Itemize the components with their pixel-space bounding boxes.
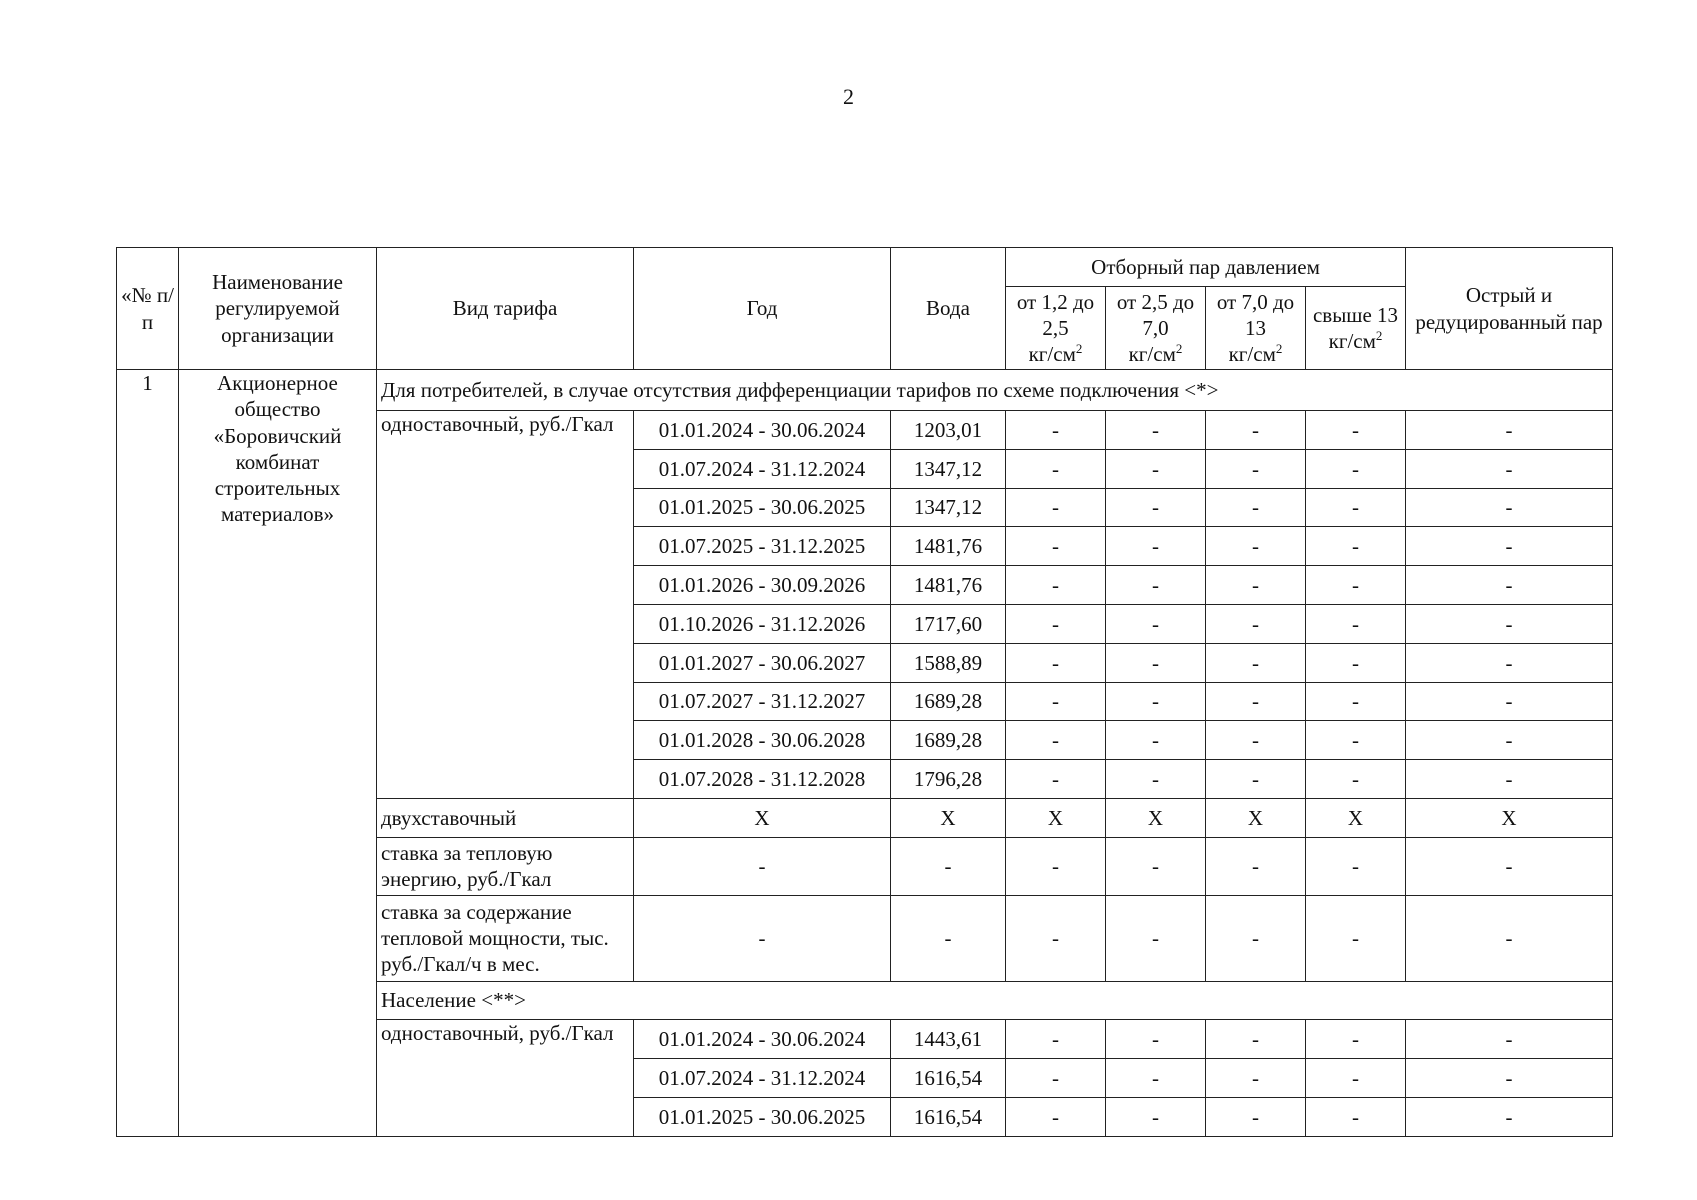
- period-cell: 01.01.2025 - 30.06.2025: [634, 488, 891, 527]
- period-cell: 01.01.2024 - 30.06.2024: [634, 1020, 891, 1059]
- pressure-range-2: от 2,5 до 7,0: [1116, 289, 1195, 340]
- dash-cell: -: [1006, 682, 1106, 721]
- x-cell: Х: [1406, 799, 1613, 838]
- dash-cell: -: [1106, 760, 1206, 799]
- dash-cell: -: [1106, 488, 1206, 527]
- dash-cell: -: [1106, 1059, 1206, 1098]
- dash-cell: -: [1106, 1098, 1206, 1137]
- period-cell: 01.07.2024 - 31.12.2024: [634, 449, 891, 488]
- water-value: 1347,12: [891, 449, 1006, 488]
- dash-cell: -: [1306, 895, 1406, 981]
- water-value: 1616,54: [891, 1098, 1006, 1137]
- dash-cell: -: [1206, 410, 1306, 449]
- dash-cell: -: [1006, 643, 1106, 682]
- header-pressure-2: [1106, 287, 1206, 370]
- unit-sup: 2: [1375, 328, 1383, 343]
- dash-cell: -: [1206, 488, 1306, 527]
- water-value: 1443,61: [891, 1020, 1006, 1059]
- water-value: 1347,12: [891, 488, 1006, 527]
- dash-cell: -: [1406, 449, 1613, 488]
- dash-cell: -: [1206, 837, 1306, 895]
- header-sharp-steam: Острый и редуцированный пар: [1406, 248, 1613, 370]
- dash-cell: -: [1106, 1020, 1206, 1059]
- dash-cell: -: [1206, 527, 1306, 566]
- x-cell: Х: [1206, 799, 1306, 838]
- organization-name: Акционерное общество «Боровичский комбинат строительных материалов»: [179, 370, 377, 1137]
- dash-cell: -: [634, 895, 891, 981]
- dash-cell: -: [1306, 449, 1406, 488]
- header-pressure-1: [1006, 287, 1106, 370]
- pressure-unit: [1229, 342, 1283, 366]
- dash-cell: -: [1106, 566, 1206, 605]
- section-consumers: Для потребителей, в случае отсутствия дифференциации тарифов по схеме подключения <*>: [377, 370, 1613, 411]
- dash-cell: -: [1206, 760, 1306, 799]
- dash-cell: -: [1306, 721, 1406, 760]
- dash-cell: -: [1106, 721, 1206, 760]
- dash-cell: -: [1306, 488, 1406, 527]
- dash-cell: -: [1306, 760, 1406, 799]
- period-cell: 01.07.2025 - 31.12.2025: [634, 527, 891, 566]
- pressure-unit: [1329, 329, 1383, 353]
- dash-cell: -: [1206, 643, 1306, 682]
- dash-cell: -: [1006, 527, 1106, 566]
- dash-cell: -: [1306, 837, 1406, 895]
- pressure-range-4: свыше 13: [1312, 302, 1399, 327]
- dash-cell: -: [1006, 488, 1106, 527]
- dash-cell: -: [1406, 605, 1613, 644]
- water-value: 1203,01: [891, 410, 1006, 449]
- dash-cell: -: [891, 837, 1006, 895]
- dash-cell: -: [1306, 1059, 1406, 1098]
- row-number: 1: [117, 370, 179, 1137]
- water-value: 1616,54: [891, 1059, 1006, 1098]
- dash-cell: -: [1006, 1020, 1106, 1059]
- dash-cell: -: [1306, 1098, 1406, 1137]
- period-cell: 01.01.2024 - 30.06.2024: [634, 410, 891, 449]
- pressure-range-3: от 7,0 до 13: [1216, 289, 1295, 340]
- unit-text: кг/см: [1028, 342, 1076, 367]
- x-cell: Х: [891, 799, 1006, 838]
- header-org: Наименование регулируемой организации: [179, 248, 377, 370]
- dash-cell: -: [1106, 682, 1206, 721]
- period-cell: 01.10.2026 - 31.12.2026: [634, 605, 891, 644]
- water-value: 1588,89: [891, 643, 1006, 682]
- dash-cell: -: [1406, 488, 1613, 527]
- dash-cell: -: [1306, 566, 1406, 605]
- tariff-type-label: ставка за содержание тепловой мощности, тыс. руб./Гкал/ч в мес.: [377, 895, 634, 981]
- dash-cell: -: [1406, 682, 1613, 721]
- x-cell: Х: [1106, 799, 1206, 838]
- dash-cell: -: [1006, 895, 1106, 981]
- dash-cell: -: [1306, 410, 1406, 449]
- unit-sup: 2: [1275, 341, 1283, 357]
- tariff-type-label: двухставочный: [377, 799, 634, 838]
- dash-cell: -: [634, 837, 891, 895]
- dash-cell: -: [1406, 1098, 1613, 1137]
- dash-cell: -: [1006, 1059, 1106, 1098]
- dash-cell: -: [1006, 566, 1106, 605]
- dash-cell: -: [1206, 1059, 1306, 1098]
- tariff-table: [116, 247, 1613, 1137]
- header-num: «№ п/п: [117, 248, 179, 370]
- dash-cell: -: [1006, 605, 1106, 644]
- dash-cell: -: [1106, 895, 1206, 981]
- dash-cell: -: [1406, 837, 1613, 895]
- header-pressure-4: [1306, 287, 1406, 370]
- dash-cell: -: [1206, 449, 1306, 488]
- dash-cell: -: [1306, 527, 1406, 566]
- dash-cell: -: [1106, 449, 1206, 488]
- period-cell: 01.01.2028 - 30.06.2028: [634, 721, 891, 760]
- period-cell: 01.01.2026 - 30.09.2026: [634, 566, 891, 605]
- dash-cell: -: [1406, 410, 1613, 449]
- dash-cell: -: [1106, 605, 1206, 644]
- tariff-type-label: ставка за тепловую энергию, руб./Гкал: [377, 837, 634, 895]
- dash-cell: -: [1406, 895, 1613, 981]
- dash-cell: -: [1206, 566, 1306, 605]
- dash-cell: -: [1306, 605, 1406, 644]
- dash-cell: -: [1006, 721, 1106, 760]
- water-value: 1481,76: [891, 566, 1006, 605]
- dash-cell: -: [1306, 682, 1406, 721]
- water-value: 1689,28: [891, 721, 1006, 760]
- header-water: Вода: [891, 248, 1006, 370]
- dash-cell: -: [1006, 410, 1106, 449]
- dash-cell: -: [1106, 527, 1206, 566]
- page-number: 2: [843, 84, 854, 109]
- dash-cell: -: [1406, 643, 1613, 682]
- dash-cell: -: [1106, 837, 1206, 895]
- period-cell: 01.07.2027 - 31.12.2027: [634, 682, 891, 721]
- dash-cell: -: [1206, 605, 1306, 644]
- period-cell: 01.01.2027 - 30.06.2027: [634, 643, 891, 682]
- header-year: Год: [634, 248, 891, 370]
- dash-cell: -: [1406, 1059, 1613, 1098]
- water-value: 1481,76: [891, 527, 1006, 566]
- water-value: 1796,28: [891, 760, 1006, 799]
- period-cell: 01.07.2024 - 31.12.2024: [634, 1059, 891, 1098]
- period-cell: 01.01.2025 - 30.06.2025: [634, 1098, 891, 1137]
- header-tariff-type: Вид тарифа: [377, 248, 634, 370]
- dash-cell: -: [1006, 837, 1106, 895]
- pressure-unit: [1029, 342, 1083, 366]
- header-pressure-3: [1206, 287, 1306, 370]
- dash-cell: -: [1406, 527, 1613, 566]
- pressure-range-1: от 1,2 до 2,5: [1016, 289, 1095, 340]
- dash-cell: -: [1306, 1020, 1406, 1059]
- dash-cell: -: [891, 895, 1006, 981]
- dash-cell: -: [1206, 682, 1306, 721]
- unit-text: кг/см: [1128, 342, 1176, 367]
- dash-cell: -: [1106, 410, 1206, 449]
- water-value: 1717,60: [891, 605, 1006, 644]
- unit-sup: 2: [1175, 341, 1183, 357]
- dash-cell: -: [1106, 643, 1206, 682]
- pressure-unit: [1129, 342, 1183, 366]
- unit-text: кг/см: [1228, 342, 1276, 367]
- section-population: Население <**>: [377, 981, 1613, 1020]
- x-cell: Х: [1306, 799, 1406, 838]
- x-cell: Х: [1006, 799, 1106, 838]
- water-value: 1689,28: [891, 682, 1006, 721]
- dash-cell: -: [1406, 1020, 1613, 1059]
- dash-cell: -: [1006, 449, 1106, 488]
- header-steam-group: Отборный пар давлением: [1006, 248, 1406, 287]
- dash-cell: -: [1206, 1020, 1306, 1059]
- dash-cell: -: [1206, 1098, 1306, 1137]
- tariff-type-label: одноставочный, руб./Гкал: [377, 1020, 634, 1137]
- period-cell: 01.07.2028 - 31.12.2028: [634, 760, 891, 799]
- x-cell: Х: [634, 799, 891, 838]
- tariff-type-label: одноставочный, руб./Гкал: [377, 410, 634, 798]
- dash-cell: -: [1006, 760, 1106, 799]
- dash-cell: -: [1306, 643, 1406, 682]
- dash-cell: -: [1206, 721, 1306, 760]
- dash-cell: -: [1406, 721, 1613, 760]
- dash-cell: -: [1406, 566, 1613, 605]
- dash-cell: -: [1006, 1098, 1106, 1137]
- dash-cell: -: [1206, 895, 1306, 981]
- dash-cell: -: [1406, 760, 1613, 799]
- unit-text: кг/см: [1328, 329, 1376, 353]
- unit-sup: 2: [1075, 341, 1083, 357]
